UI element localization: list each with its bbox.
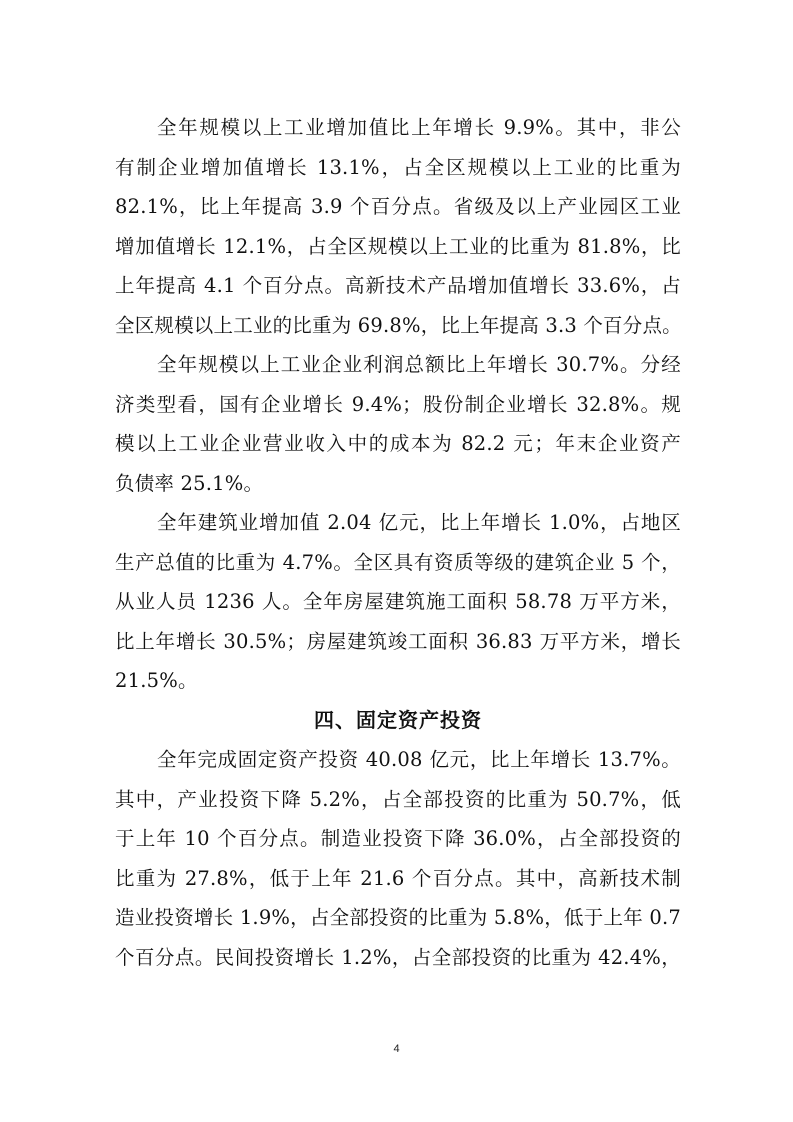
text-line: 全年规模以上工业企业利润总额比上年增长 30.7%。分经: [157, 353, 681, 376]
text-line: 全区规模以上工业的比重为 69.8%，比上年提高 3.3 个百分点。: [115, 313, 682, 337]
text-line: 全年完成固定资产投资 40.08 亿元，比上年增长 13.7%。: [157, 748, 681, 771]
text-line: 其中，产业投资下降 5.2%，占全部投资的比重为 50.7%，低: [115, 787, 681, 811]
text-line: 全年建筑业增加值 2.04 亿元，比上年增长 1.0%，占地区: [157, 511, 681, 534]
text-line: 21.5%。: [115, 669, 198, 692]
text-line: 负债率 25.1%。: [115, 471, 264, 495]
paragraph-construction: [115, 503, 681, 701]
text-line: 个百分点。民间投资增长 1.2%，占全部投资的比重为 42.4%，: [115, 945, 681, 969]
text-line: 全年规模以上工业增加值比上年增长 9.9%。其中，非公: [157, 116, 681, 139]
text-line: 比上年增长 30.5%；房屋建筑竣工面积 36.83 万平方米，增长: [115, 629, 681, 653]
text-line: 有制企业增加值增长 13.1%，占全区规模以上工业的比重为: [115, 155, 681, 179]
text-line: 模以上工业企业营业收入中的成本为 82.2 元；年末企业资产: [115, 432, 681, 455]
text-line: 增加值增长 12.1%，占全区规模以上工业的比重为 81.8%，比: [115, 234, 681, 258]
text-line: 从业人员 1236 人。全年房屋建筑施工面积 58.78 万平方米，: [115, 590, 681, 613]
paragraph-industry-profit: [115, 345, 681, 503]
text-line: 生产总值的比重为 4.7%。全区具有资质等级的建筑企业 5 个，: [115, 550, 681, 574]
text-line: 82.1%，比上年提高 3.9 个百分点。省级及以上产业园区工业: [115, 195, 681, 218]
text-line: 比重为 27.8%，低于上年 21.6 个百分点。其中，高新技术制: [115, 866, 681, 890]
paragraph-fixed-asset-investment: [115, 740, 681, 977]
page-number: 4: [393, 1043, 400, 1055]
text-line: 上年提高 4.1 个百分点。高新技术产品增加值增长 33.6%，占: [115, 274, 681, 297]
text-line: 济类型看，国有企业增长 9.4%；股份制企业增长 32.8%。规: [115, 392, 681, 416]
document-body: [115, 108, 681, 977]
text-line: 于上年 10 个百分点。制造业投资下降 36.0%，占全部投资的: [115, 827, 681, 850]
section-heading: 四、固定资产投资: [314, 707, 482, 732]
text-line: 造业投资增长 1.9%，占全部投资的比重为 5.8%，低于上年 0.7: [115, 906, 681, 929]
paragraph-industry-value-added: [115, 108, 681, 345]
